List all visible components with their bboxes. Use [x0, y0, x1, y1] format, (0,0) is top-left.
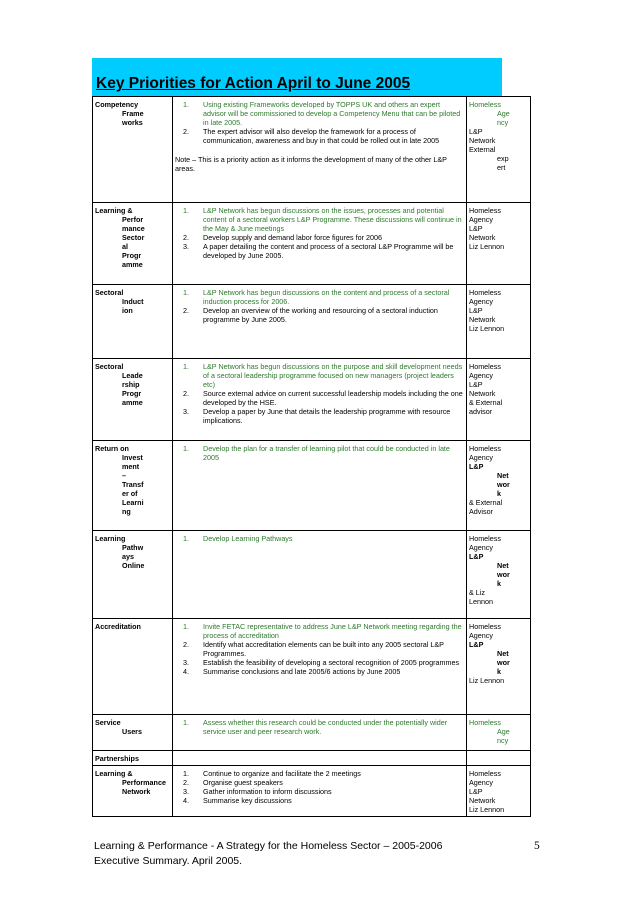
responsible-parties	[467, 715, 531, 751]
action-number: 4.	[183, 667, 189, 676]
priority-area-text: mance	[122, 224, 145, 233]
responsible-party: & External	[469, 498, 503, 507]
responsible-party: Net	[497, 561, 509, 570]
responsible-party: wor	[497, 658, 510, 667]
action-text: Develop the plan for a transfer of learning pilot that could be conducted in late 2005	[203, 444, 450, 462]
action-item	[183, 778, 464, 787]
responsible-party: Lennon	[469, 597, 493, 606]
responsible-party: L&P	[469, 552, 484, 561]
partnerships-heading: Partnerships	[93, 751, 173, 766]
responsible-party: Advisor	[469, 507, 493, 516]
action-item	[183, 242, 464, 260]
action-number: 1.	[183, 534, 189, 543]
action-number: 2.	[183, 778, 189, 787]
priority-area-text: Leade	[122, 371, 143, 380]
action-text: Using existing Frameworks developed by TOPPS UK and others an expert advisor will be commissioned to develop a Competency Menu that can be piloted in late 2005.	[203, 100, 461, 127]
responsible-party: wor	[497, 480, 510, 489]
responsible-party: advisor	[469, 407, 493, 416]
responsible-party: exp	[497, 154, 509, 163]
responsible-parties	[467, 619, 531, 715]
priority-row	[93, 285, 531, 359]
priority-area	[93, 97, 173, 203]
responsible-party: ncy	[497, 736, 509, 745]
priority-area-text: ng	[122, 507, 131, 516]
responsible-parties	[467, 359, 531, 441]
responsible-parties	[467, 285, 531, 359]
action-text: Assess whether this research could be conducted under the potentially wider service user and peer research work.	[203, 718, 448, 736]
action-item	[183, 233, 464, 242]
priority-row	[93, 97, 531, 203]
responsible-party: Network	[469, 389, 496, 398]
responsible-party: wor	[497, 570, 510, 579]
action-text: Develop supply and demand labor force figures for 2006	[203, 233, 382, 242]
responsible-party: Agency	[469, 453, 493, 462]
priority-area-text: amme	[122, 260, 143, 269]
responsible-parties	[467, 97, 531, 203]
priority-area	[93, 359, 173, 441]
priority-area-text: Learning &	[95, 206, 133, 215]
priority-area-text: Service	[95, 718, 121, 727]
priority-actions	[173, 441, 467, 531]
action-text: L&P Network has begun discussions on the purpose and skill development needs of a sectoral leadership programme focused on new managers (project leaders etc)	[203, 362, 463, 389]
priority-actions	[173, 715, 467, 751]
action-item	[183, 769, 464, 778]
priority-area-text: Transf	[122, 480, 144, 489]
priority-actions	[173, 766, 467, 817]
action-text: A paper detailing the content and process of a sectoral L&P Programme will be developed by June 2005.	[203, 242, 454, 260]
responsible-party: Network	[469, 796, 496, 805]
action-text: Establish the feasibility of developing a sectoral recognition of 2005 programmes	[203, 658, 460, 667]
priority-area	[93, 285, 173, 359]
priority-area-text: Accreditation	[95, 622, 141, 631]
priority-area-text: Progr	[122, 389, 142, 398]
action-text: Develop an overview of the working and resourcing of a sectoral induction programme by June 2005.	[203, 306, 438, 324]
action-text: Continue to organize and facilitate the 2 meetings	[203, 769, 361, 778]
action-text: Organise guest speakers	[203, 778, 283, 787]
action-number: 3.	[183, 242, 189, 251]
responsible-party: L&P	[469, 462, 484, 471]
priority-area-text: rship	[122, 380, 140, 389]
action-text: Identify what accreditation elements can be built into any 2005 sectoral L&P Programmes.	[203, 640, 444, 658]
responsible-party: Liz Lennon	[469, 805, 505, 814]
priority-row	[93, 619, 531, 715]
action-text: Gather information to inform discussions	[203, 787, 332, 796]
action-text: Source external advice on current successful leadership models including the one developed by the HSE.	[203, 389, 463, 407]
action-text: L&P Network has begun discussions on the content and process of a sectoral induction process for 2006.	[203, 288, 450, 306]
action-number: 1.	[183, 622, 189, 631]
priority-area-text: Performance	[122, 778, 166, 787]
responsible-party: Homeless	[469, 769, 501, 778]
priority-note: Note – This is a priority action as it informs the development of many of the other L&P areas.	[175, 155, 447, 173]
priority-area	[93, 531, 173, 619]
priority-area-text: Learni	[122, 498, 144, 507]
priorities-table	[92, 96, 531, 817]
action-number: 1.	[183, 206, 189, 215]
priority-area-text: Network	[122, 787, 151, 796]
priority-area-text: al	[122, 242, 128, 251]
priority-area-text: Online	[122, 561, 145, 570]
responsible-party: Homeless	[469, 362, 501, 371]
priority-area-text: Learning	[95, 534, 126, 543]
priority-actions	[173, 359, 467, 441]
priority-row	[93, 531, 531, 619]
responsible-party: L&P	[469, 306, 483, 315]
action-item	[183, 534, 464, 543]
priority-area-text: Frame	[122, 109, 144, 118]
action-number: 3.	[183, 407, 189, 416]
action-number: 2.	[183, 389, 189, 398]
responsible-party: Agency	[469, 631, 493, 640]
action-text: Develop a paper by June that details the leadership programme with resource implications.	[203, 407, 451, 425]
responsible-party: L&P	[469, 127, 483, 136]
priority-area-text: ment	[122, 462, 140, 471]
action-text: Invite FETAC representative to address June L&P Network meeting regarding the process of accreditation	[203, 622, 462, 640]
responsible-party: L&P	[469, 380, 483, 389]
partnerships-heading-row	[93, 751, 531, 766]
action-item	[183, 100, 464, 127]
priority-area-text: Sectoral	[95, 288, 124, 297]
action-item	[183, 796, 464, 805]
responsible-party: Age	[497, 727, 510, 736]
responsible-party: Agency	[469, 778, 493, 787]
priority-area	[93, 619, 173, 715]
priority-row	[93, 203, 531, 285]
priority-area-text: Perfor	[122, 215, 144, 224]
responsible-party: L&P	[469, 640, 484, 649]
priority-area	[93, 203, 173, 285]
empty-cell	[173, 751, 467, 766]
responsible-party: Homeless	[469, 622, 501, 631]
responsible-party: Homeless	[469, 718, 501, 727]
responsible-parties	[467, 531, 531, 619]
priority-area-text: Sector	[122, 233, 145, 242]
footer-line-2: Executive Summary. April 2005.	[94, 855, 243, 867]
action-number: 1.	[183, 288, 189, 297]
responsible-party: Net	[497, 649, 509, 658]
priority-area-text: Pathw	[122, 543, 144, 552]
priority-row	[93, 359, 531, 441]
action-text: Summarise conclusions and late 2005/6 actions by June 2005	[203, 667, 401, 676]
action-item	[183, 206, 464, 233]
action-number: 2.	[183, 306, 189, 315]
priority-area-text: works	[122, 118, 143, 127]
action-number: 2.	[183, 233, 189, 242]
responsible-party: k	[497, 667, 501, 676]
responsible-party: & Liz	[469, 588, 485, 597]
responsible-party: Agency	[469, 371, 493, 380]
page-title: Key Priorities for Action April to June 2005	[96, 75, 411, 92]
action-item	[183, 362, 464, 389]
priority-actions	[173, 285, 467, 359]
action-item	[183, 288, 464, 306]
action-number: 4.	[183, 796, 189, 805]
priority-area-text: Sectoral	[95, 362, 124, 371]
action-text: L&P Network has begun discussions on the issues, processes and potential content of a sectoral workers L&P Programme. These discussions will continue in the May & June meetings	[203, 206, 462, 233]
responsible-party: Homeless	[469, 288, 501, 297]
responsible-parties	[467, 766, 531, 817]
responsible-party: Homeless	[469, 534, 501, 543]
responsible-party: Liz Lennon	[469, 324, 505, 333]
responsible-party: k	[497, 579, 501, 588]
responsible-party: Homeless	[469, 206, 501, 215]
action-text: The expert advisor will also develop the framework for a process of communication, awareness and buy in that could be rolled out in late 2005	[203, 127, 440, 145]
priority-actions	[173, 619, 467, 715]
action-item	[183, 444, 464, 462]
footer	[94, 839, 442, 869]
action-text: Summarise key discussions	[203, 796, 292, 805]
responsible-party: Liz Lennon	[469, 676, 505, 685]
page-number: 5	[534, 840, 540, 852]
priority-area-text: Competency	[95, 100, 139, 109]
responsible-party: L&P	[469, 224, 483, 233]
action-item	[183, 127, 464, 145]
priority-area-text: –	[122, 471, 126, 480]
responsible-party: Agency	[469, 543, 493, 552]
priority-area-text: ays	[122, 552, 134, 561]
action-number: 1.	[183, 444, 189, 453]
action-item	[183, 667, 464, 676]
action-item	[183, 306, 464, 324]
action-number: 1.	[183, 769, 189, 778]
responsible-party: ncy	[497, 118, 509, 127]
responsible-party: Agency	[469, 297, 493, 306]
priority-area-text: Return on	[95, 444, 129, 453]
responsible-party: Agency	[469, 215, 493, 224]
priority-row	[93, 441, 531, 531]
action-item	[183, 787, 464, 796]
priority-area-text: ion	[122, 306, 133, 315]
priority-area	[93, 441, 173, 531]
responsible-party: ert	[497, 163, 506, 172]
responsible-party: External	[469, 145, 496, 154]
priority-actions	[173, 531, 467, 619]
priority-area-text: Invest	[122, 453, 143, 462]
responsible-party: L&P	[469, 787, 483, 796]
responsible-party: k	[497, 489, 501, 498]
priority-actions	[173, 203, 467, 285]
priority-actions	[173, 97, 467, 203]
action-item	[183, 622, 464, 640]
responsible-party: Liz Lennon	[469, 242, 505, 251]
action-number: 1.	[183, 100, 189, 109]
responsible-party: & External	[469, 398, 503, 407]
action-number: 3.	[183, 787, 189, 796]
priority-area-text: amme	[122, 398, 143, 407]
action-item	[183, 640, 464, 658]
priority-area	[93, 715, 173, 751]
action-item	[183, 389, 464, 407]
responsible-party: Age	[497, 109, 510, 118]
action-item	[183, 658, 464, 667]
priority-row	[93, 766, 531, 817]
action-number: 2.	[183, 640, 189, 649]
responsible-party: Net	[497, 471, 509, 480]
action-number: 2.	[183, 127, 189, 136]
priority-area-text: Induct	[122, 297, 144, 306]
responsible-party: Network	[469, 136, 496, 145]
priority-area-text: er of	[122, 489, 138, 498]
responsible-parties	[467, 441, 531, 531]
action-number: 1.	[183, 718, 189, 727]
priority-row	[93, 715, 531, 751]
footer-line-1: Learning & Performance - A Strategy for the Homeless Sector – 2005-2006	[94, 840, 443, 852]
responsible-party: Network	[469, 233, 496, 242]
responsible-party: Homeless	[469, 444, 501, 453]
action-item	[183, 718, 464, 736]
action-number: 1.	[183, 362, 189, 371]
priority-area-text: Progr	[122, 251, 142, 260]
responsible-party: Network	[469, 315, 496, 324]
priority-area	[93, 766, 173, 817]
action-text: Develop Learning Pathways	[203, 534, 293, 543]
action-item	[183, 407, 464, 425]
priority-area-text: Users	[122, 727, 142, 736]
responsible-party: Homeless	[469, 100, 501, 109]
empty-cell	[467, 751, 531, 766]
responsible-parties	[467, 203, 531, 285]
priority-area-text: Learning &	[95, 769, 133, 778]
action-number: 3.	[183, 658, 189, 667]
